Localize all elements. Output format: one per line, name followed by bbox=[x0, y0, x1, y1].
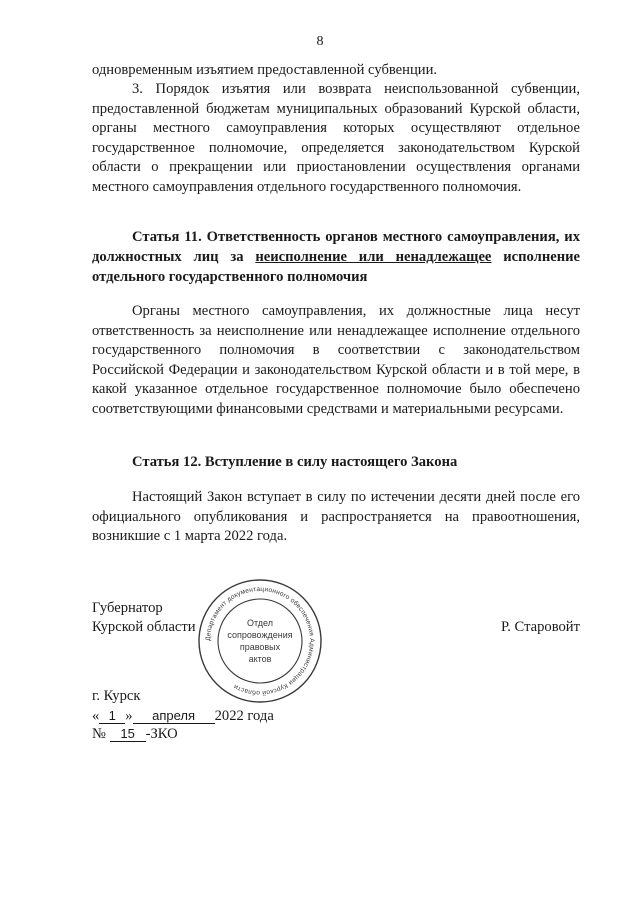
stamp-graphic bbox=[196, 577, 324, 705]
article-11-heading-tail: исполнение отдельного государственного полномочия bbox=[92, 249, 581, 285]
signatory-region: Курской области bbox=[92, 619, 196, 635]
stamp-line-4: актов bbox=[248, 654, 272, 664]
stamp-ring-text: Департамент документационного обеспечения Администрации Курской области bbox=[204, 585, 316, 697]
date-day: 1 bbox=[99, 708, 125, 724]
date-close-quote: » bbox=[125, 708, 133, 724]
number-prefix: № bbox=[92, 726, 106, 742]
law-number bbox=[92, 725, 178, 745]
paragraph-article-12: Настоящий Закон вступает в силу по истечении десяти дней после его официального опубликования и распространяется на правоотношения, возникшие с 1 марта 2022 года. bbox=[92, 489, 580, 545]
date-open-quote: « bbox=[92, 708, 100, 724]
date-year: 2022 года bbox=[214, 708, 274, 724]
stamp-line-2: сопровождения bbox=[227, 630, 293, 640]
paragraph-continuation: одновременным изъятием предоставленной субвенции. bbox=[92, 62, 438, 78]
number-value: 15 bbox=[110, 726, 146, 742]
signing-date bbox=[92, 707, 274, 727]
signing-city: г. Курск bbox=[92, 688, 141, 704]
signatory-title: Губернатор bbox=[92, 600, 163, 616]
stamp-line-1: Отдел bbox=[246, 618, 274, 628]
paragraph-clause-3: 3. Порядок изъятия или возврата неиспользованной субвенции, предоставленной бюджетам муниципальных образований Курской области, органы местного самоуправления которых осуществляют отдельное государственное полномочие, определяется законодательством Курской области о прекращении или приостановлении осуществления органами местного самоуправления отдельного государственного полномочия. bbox=[92, 81, 580, 195]
signatory-name: Р. Старовойт bbox=[500, 619, 580, 635]
article-11-heading-underlined: неисполнение или ненадлежащее bbox=[255, 249, 492, 265]
article-11-heading bbox=[92, 227, 580, 287]
official-stamp bbox=[196, 577, 324, 705]
article-11-heading-main: Статья 11. Ответственность органов местного самоуправления, их должностных лиц за bbox=[92, 229, 580, 265]
page-number: 8 bbox=[316, 34, 324, 49]
number-suffix: -ЗКО bbox=[145, 726, 178, 742]
article-12-heading: Статья 12. Вступление в силу настоящего Закона bbox=[132, 454, 458, 470]
date-month: апреля bbox=[133, 708, 215, 724]
stamp-line-3: правовых bbox=[239, 642, 281, 652]
paragraph-article-11: Органы местного самоуправления, их должностные лица несут ответственность за неисполнение или ненадлежащее исполнение отдельного государственного полномочия в соответствии с законодательством Российской Федерации и законодательством Курской области и в той мере, в какой указанное отдельное государственное полномочие было обеспечено соответствующими финансовыми средствами и материальными ресурсами. bbox=[92, 303, 580, 417]
